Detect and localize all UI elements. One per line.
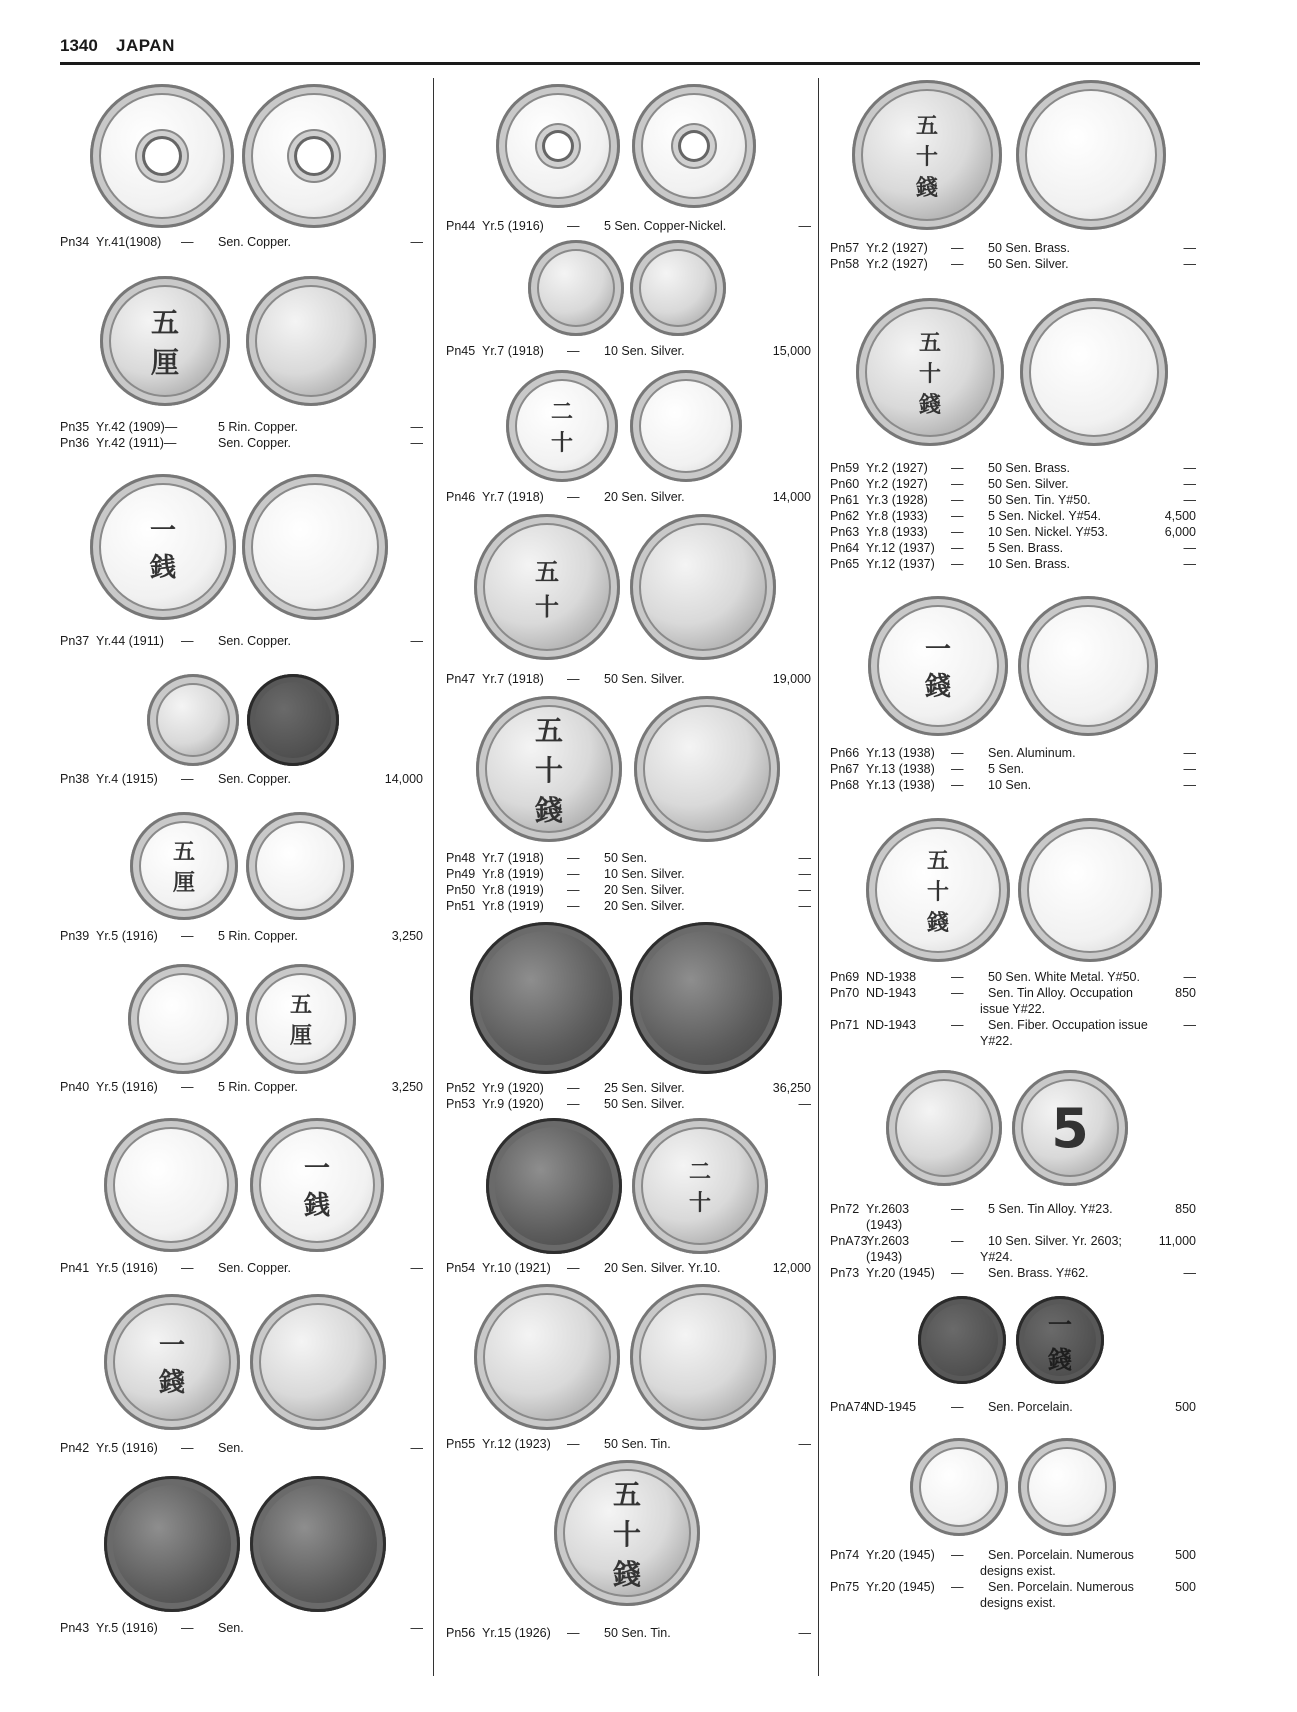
catalog-entry: Pn39 Yr.5 (1916) — 5 Rin. Copper. 3,250: [60, 929, 423, 943]
coin-image-pn40: 五 厘: [128, 964, 368, 1082]
coin-image-pn59: 五 十 錢: [856, 298, 1176, 450]
page-header: [60, 32, 1200, 64]
catalog-entry: Pn43 Yr.5 (1916) — Sen. —: [60, 1621, 423, 1635]
catalog-entry: PnA74 ND-1945 — Sen. Porcelain. 500: [830, 1400, 1196, 1414]
catalog-entry: Pn72 Yr.2603 — 5 Sen. Tin Alloy. Y#23. 850 (1943): [830, 1202, 1196, 1232]
column-divider: [433, 78, 434, 1676]
coin-image-pna74: 一 錢: [918, 1296, 1118, 1388]
coin-image-pn34: [90, 84, 400, 230]
coin-image-pn57: 五 十 錢: [852, 80, 1172, 234]
catalog-entry: Pn47 Yr.7 (1918) — 50 Sen. Silver. 19,000: [446, 672, 811, 686]
catalog-entry: Pn59 Yr.2 (1927) — 50 Sen. Brass. —: [830, 461, 1196, 475]
catalog-entry: Pn44 Yr.5 (1916) — 5 Sen. Copper-Nickel. —: [446, 219, 811, 233]
catalog-entry: Pn56 Yr.15 (1926) — 50 Sen. Tin. —: [446, 1626, 811, 1640]
coin-image-pn69: 五 十 錢: [866, 818, 1166, 968]
catalog-entry: Pn37 Yr.44 (1911) — Sen. Copper. —: [60, 634, 423, 648]
catalog-entry: Pn49 Yr.8 (1919) — 10 Sen. Silver. —: [446, 867, 811, 881]
coin-image-pn41: 一 銭: [104, 1118, 394, 1258]
catalog-entry: Pn35 Yr.42 (1909)— 5 Rin. Copper. —: [60, 420, 423, 434]
page-number: 1340: [60, 36, 98, 55]
catalog-entry: PnA73 Yr.2603 — 10 Sen. Silver. Yr. 2603; 11,000 (1943) Y#24.: [830, 1234, 1196, 1264]
coin-image-pn45: [528, 240, 738, 338]
catalog-entry: Pn65 Yr.12 (1937) — 10 Sen. Brass. —: [830, 557, 1196, 571]
catalog-entry: Pn62 Yr.8 (1933) — 5 Sen. Nickel. Y#54. 4,500: [830, 509, 1196, 523]
coin-image-pn38: [147, 674, 347, 770]
catalog-entry: Pn34 Yr.41(1908) — Sen. Copper. —: [60, 235, 423, 249]
coin-image-pn42: 一 錢: [104, 1294, 394, 1436]
catalog-entry: Pn48 Yr.7 (1918) — 50 Sen. —: [446, 851, 811, 865]
catalog-entry: Pn57 Yr.2 (1927) — 50 Sen. Brass. —: [830, 241, 1196, 255]
coin-image-pn39: 五 厘: [130, 812, 360, 924]
coin-image-pn72: 5: [886, 1070, 1156, 1190]
coin-image-pn35: 五 厘: [100, 276, 390, 410]
catalog-entry: Pn50 Yr.8 (1919) — 20 Sen. Silver. —: [446, 883, 811, 897]
catalog-entry: Pn36 Yr.42 (1911)— Sen. Copper. —: [60, 436, 423, 450]
header-rule: [60, 62, 1200, 65]
coin-image-pn44: [496, 84, 766, 212]
catalog-entry: Pn46 Yr.7 (1918) — 20 Sen. Silver. 14,000: [446, 490, 811, 504]
catalog-entry: Pn53 Yr.9 (1920) — 50 Sen. Silver. —: [446, 1097, 811, 1111]
coin-image-pn74: [910, 1438, 1130, 1542]
coin-image-pn47: 五 十: [474, 514, 784, 664]
catalog-entry: Pn41 Yr.5 (1916) — Sen. Copper. —: [60, 1261, 423, 1275]
catalog-entry: Pn68 Yr.13 (1938) — 10 Sen. —: [830, 778, 1196, 792]
coin-image-pn43: [104, 1476, 394, 1618]
catalog-entry: Pn58 Yr.2 (1927) — 50 Sen. Silver. —: [830, 257, 1196, 271]
catalog-entry: Pn70 ND-1943 — Sen. Tin Alloy. Occupation 850 issue Y#22.: [830, 986, 1196, 1016]
catalog-entry: Pn51 Yr.8 (1919) — 20 Sen. Silver. —: [446, 899, 811, 913]
coin-image-pn66: 一 錢: [868, 596, 1168, 742]
catalog-entry: Pn54 Yr.10 (1921) — 20 Sen. Silver. Yr.10. 12,000: [446, 1261, 811, 1275]
catalog-entry: Pn38 Yr.4 (1915) — Sen. Copper. 14,000: [60, 772, 423, 786]
catalog-entry: Pn69 ND-1938 — 50 Sen. White Metal. Y#50. —: [830, 970, 1196, 984]
catalog-entry: Pn66 Yr.13 (1938) — Sen. Aluminum. —: [830, 746, 1196, 760]
coin-image-pn56: 五 十 錢: [554, 1460, 704, 1612]
coin-image-pn54: 二 十: [486, 1118, 776, 1260]
catalog-entry: Pn52 Yr.9 (1920) — 25 Sen. Silver. 36,250: [446, 1081, 811, 1095]
catalog-entry: Pn60 Yr.2 (1927) — 50 Sen. Silver. —: [830, 477, 1196, 491]
column-divider: [818, 78, 819, 1676]
coin-image-pn37: 一 銭: [90, 474, 400, 624]
catalog-entry: Pn42 Yr.5 (1916) — Sen. —: [60, 1441, 423, 1455]
catalog-entry: Pn61 Yr.3 (1928) — 50 Sen. Tin. Y#50. —: [830, 493, 1196, 507]
page-title: JAPAN: [116, 36, 175, 55]
coin-image-pn48: 五 十 錢: [476, 696, 786, 846]
coin-image-pn55: [474, 1284, 784, 1434]
catalog-entry: Pn67 Yr.13 (1938) — 5 Sen. —: [830, 762, 1196, 776]
catalog-entry: Pn45 Yr.7 (1918) — 10 Sen. Silver. 15,000: [446, 344, 811, 358]
catalog-entry: Pn73 Yr.20 (1945) — Sen. Brass. Y#62. —: [830, 1266, 1196, 1280]
coin-image-pn46: 二 十: [506, 370, 756, 486]
catalog-entry: Pn74 Yr.20 (1945) — Sen. Porcelain. Numerous 500 designs exist.: [830, 1548, 1196, 1578]
catalog-entry: Pn64 Yr.12 (1937) — 5 Sen. Brass. —: [830, 541, 1196, 555]
catalog-entry: Pn55 Yr.12 (1923) — 50 Sen. Tin. —: [446, 1437, 811, 1451]
catalog-entry: Pn63 Yr.8 (1933) — 10 Sen. Nickel. Y#53. 6,000: [830, 525, 1196, 539]
catalog-entry: Pn40 Yr.5 (1916) — 5 Rin. Copper. 3,250: [60, 1080, 423, 1094]
catalog-entry: Pn75 Yr.20 (1945) — Sen. Porcelain. Numerous 500 designs exist.: [830, 1580, 1196, 1610]
coin-image-pn52: [470, 922, 790, 1078]
catalog-entry: Pn71 ND-1943 — Sen. Fiber. Occupation issue — Y#22.: [830, 1018, 1196, 1048]
